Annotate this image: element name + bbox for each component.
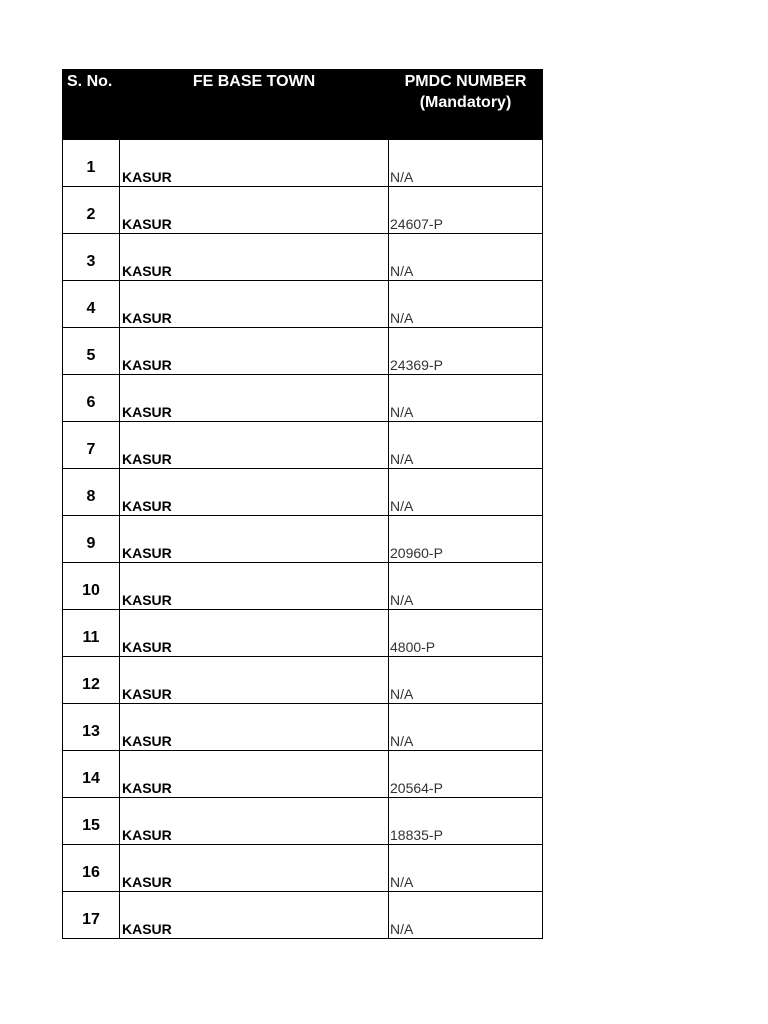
header-sno: S. No. — [63, 70, 120, 140]
cell-sno: 10 — [63, 563, 120, 610]
cell-fe-base-town: KASUR — [120, 798, 389, 845]
cell-fe-base-town: KASUR — [120, 469, 389, 516]
cell-pmdc-number: N/A — [389, 140, 543, 187]
cell-sno: 15 — [63, 798, 120, 845]
cell-fe-base-town: KASUR — [120, 657, 389, 704]
cell-fe-base-town: KASUR — [120, 751, 389, 798]
header-pmdc-number — [389, 70, 543, 140]
cell-pmdc-number: 18835-P — [389, 798, 543, 845]
cell-pmdc-number: 20564-P — [389, 751, 543, 798]
table-row — [63, 469, 543, 516]
cell-pmdc-number: 20960-P — [389, 516, 543, 563]
cell-pmdc-number: N/A — [389, 234, 543, 281]
cell-fe-base-town: KASUR — [120, 704, 389, 751]
cell-sno: 12 — [63, 657, 120, 704]
cell-fe-base-town: KASUR — [120, 375, 389, 422]
table-row — [63, 563, 543, 610]
cell-sno: 9 — [63, 516, 120, 563]
table-row — [63, 187, 543, 234]
cell-sno: 1 — [63, 140, 120, 187]
cell-sno: 7 — [63, 422, 120, 469]
cell-pmdc-number: N/A — [389, 375, 543, 422]
cell-fe-base-town: KASUR — [120, 610, 389, 657]
cell-pmdc-number: 24369-P — [389, 328, 543, 375]
cell-pmdc-number: N/A — [389, 563, 543, 610]
cell-fe-base-town: KASUR — [120, 892, 389, 939]
table-row — [63, 234, 543, 281]
cell-fe-base-town: KASUR — [120, 516, 389, 563]
cell-sno: 8 — [63, 469, 120, 516]
header-pmdc-line2: (Mandatory) — [419, 94, 512, 111]
table-row — [63, 751, 543, 798]
cell-sno: 13 — [63, 704, 120, 751]
table-row — [63, 422, 543, 469]
data-table — [62, 69, 543, 939]
cell-pmdc-number: 24607-P — [389, 187, 543, 234]
header-row — [63, 70, 543, 140]
cell-sno: 2 — [63, 187, 120, 234]
cell-sno: 6 — [63, 375, 120, 422]
table-row — [63, 328, 543, 375]
table-row — [63, 798, 543, 845]
cell-sno: 11 — [63, 610, 120, 657]
cell-sno: 4 — [63, 281, 120, 328]
cell-fe-base-town: KASUR — [120, 328, 389, 375]
table-row — [63, 610, 543, 657]
cell-sno: 14 — [63, 751, 120, 798]
cell-pmdc-number: N/A — [389, 892, 543, 939]
cell-sno: 5 — [63, 328, 120, 375]
cell-fe-base-town: KASUR — [120, 845, 389, 892]
cell-sno: 16 — [63, 845, 120, 892]
cell-pmdc-number: N/A — [389, 281, 543, 328]
cell-pmdc-number: N/A — [389, 657, 543, 704]
cell-pmdc-number: 4800-P — [389, 610, 543, 657]
cell-pmdc-number: N/A — [389, 704, 543, 751]
table-row — [63, 704, 543, 751]
table-row — [63, 140, 543, 187]
table-header — [63, 70, 543, 140]
cell-fe-base-town: KASUR — [120, 234, 389, 281]
header-fe-base-town: FE BASE TOWN — [120, 70, 389, 140]
table-row — [63, 845, 543, 892]
cell-fe-base-town: KASUR — [120, 281, 389, 328]
cell-pmdc-number: N/A — [389, 845, 543, 892]
table-row — [63, 657, 543, 704]
header-pmdc-line1: PMDC NUMBER — [404, 73, 527, 90]
table-row — [63, 516, 543, 563]
cell-pmdc-number: N/A — [389, 422, 543, 469]
cell-fe-base-town: KASUR — [120, 563, 389, 610]
table-body — [63, 140, 543, 939]
table-row — [63, 281, 543, 328]
cell-sno: 17 — [63, 892, 120, 939]
table-row — [63, 892, 543, 939]
cell-pmdc-number: N/A — [389, 469, 543, 516]
table-row — [63, 375, 543, 422]
cell-sno: 3 — [63, 234, 120, 281]
cell-fe-base-town: KASUR — [120, 140, 389, 187]
cell-fe-base-town: KASUR — [120, 187, 389, 234]
cell-fe-base-town: KASUR — [120, 422, 389, 469]
